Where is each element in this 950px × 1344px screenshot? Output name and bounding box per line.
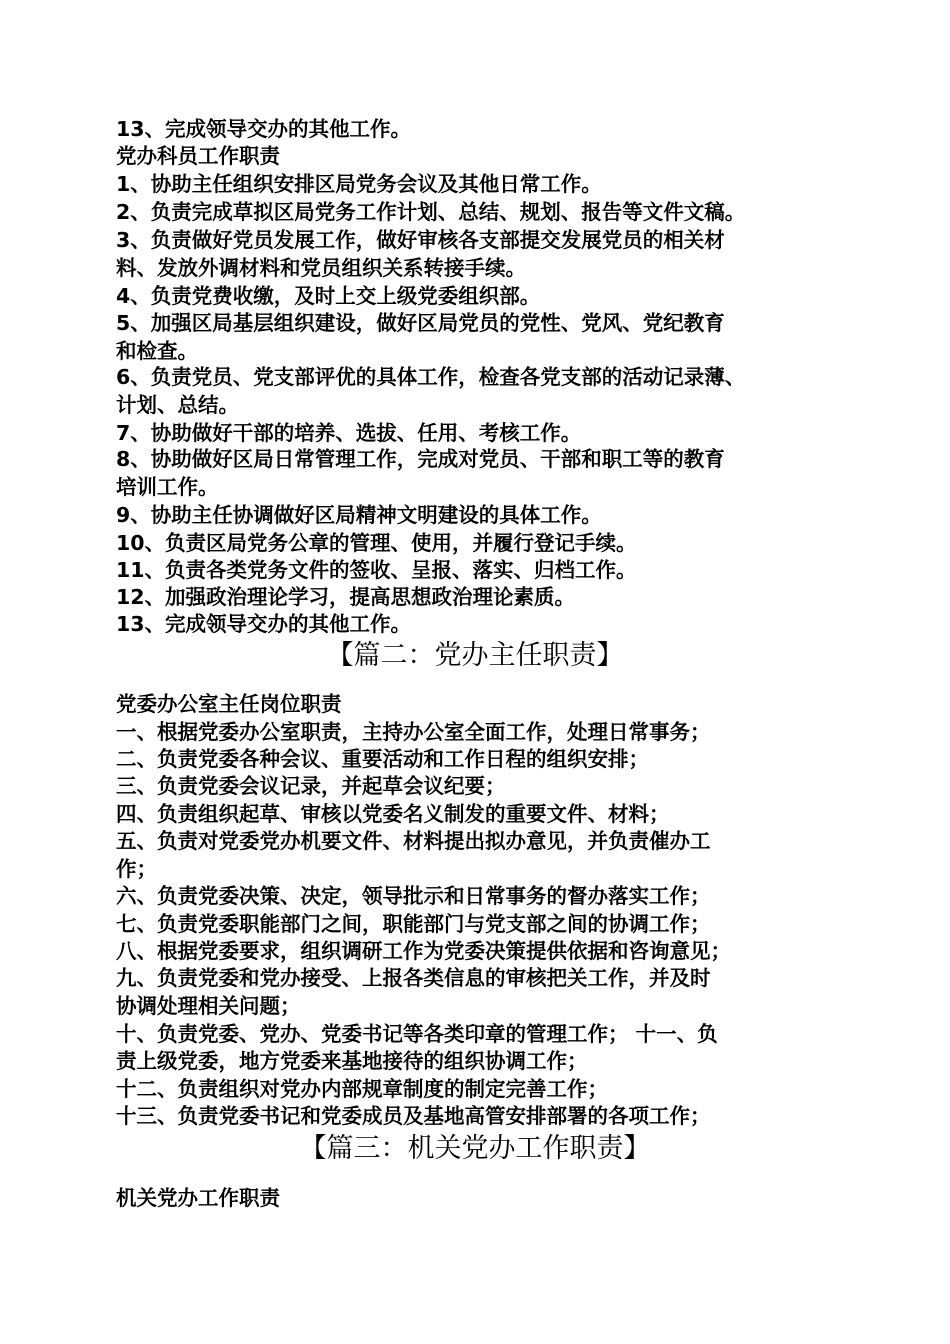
section-title: 党办科员工作职责	[116, 144, 280, 168]
text-line: 2、负责完成草拟区局党务工作计划、总结、规划、报告等文件文稿。	[116, 200, 746, 224]
text-line: 六、负责党委决策、决定，领导批示和日常事务的督办落实工作；	[116, 884, 711, 908]
text-line: 6、负责党员、党支部评优的具体工作，检查各党支部的活动记录薄、	[116, 365, 746, 389]
text-line: 13、完成领导交办的其他工作。	[116, 612, 412, 636]
text-line: 10、负责区局党务公章的管理、使用，并履行登记手续。	[116, 531, 637, 555]
text-line: 4、负责党费收缴，及时上交上级党委组织部。	[116, 284, 541, 308]
text-line: 料、发放外调材料和党员组织关系转接手续。	[116, 256, 526, 280]
text-line: 1、协助主任组织安排区局党务会议及其他日常工作。	[116, 172, 602, 196]
section-heading: 【篇三：机关党办工作职责】	[299, 1133, 651, 1164]
text-line: 7、协助做好干部的培养、选拔、任用、考核工作。	[116, 421, 582, 445]
text-line: 三、负责党委会议记录，并起草会议纪要；	[116, 774, 506, 798]
text-line: 3、负责做好党员发展工作，做好审核各支部提交发展党员的相关材	[116, 228, 725, 252]
text-line: 作；	[116, 857, 157, 881]
text-line: 协调处理相关问题；	[116, 994, 301, 1018]
text-line: 十二、负责组织对党办内部规章制度的制定完善工作；	[116, 1077, 608, 1101]
text-line: 二、负责党委各种会议、重要活动和工作日程的组织安排；	[116, 747, 649, 771]
text-line: 和检查。	[116, 339, 198, 363]
text-line: 计划、总结。	[116, 393, 239, 417]
text-line: 九、负责党委和党办接受、上报各类信息的审核把关工作，并及时	[116, 966, 711, 990]
text-line: 责上级党委，地方党委来基地接待的组织协调工作；	[116, 1049, 588, 1073]
text-line: 培训工作。	[116, 475, 219, 499]
text-line: 5、加强区局基层组织建设，做好区局党员的党性、党风、党纪教育	[116, 311, 725, 335]
text-line: 八、根据党委要求，组织调研工作为党委决策提供依据和咨询意见；	[116, 939, 731, 963]
text-line: 五、负责对党委党办机要文件、材料提出拟办意见，并负责催办工	[116, 829, 711, 853]
text-line: 8、协助做好区局日常管理工作，完成对党员、干部和职工等的教育	[116, 447, 725, 471]
text-line: 9、协助主任协调做好区局精神文明建设的具体工作。	[116, 503, 602, 527]
text-line: 四、负责组织起草、审核以党委名义制发的重要文件、材料；	[116, 802, 670, 826]
section-title: 党委办公室主任岗位职责	[116, 692, 342, 716]
text-line: 13、完成领导交办的其他工作。	[116, 117, 412, 141]
section-heading: 【篇二：党办主任职责】	[326, 640, 624, 671]
text-line: 一、根据党委办公室职责，主持办公室全面工作，处理日常事务；	[116, 720, 711, 744]
section-title: 机关党办工作职责	[116, 1186, 280, 1210]
text-line: 12、加强政治理论学习，提高思想政治理论素质。	[116, 585, 576, 609]
text-line: 七、负责党委职能部门之间，职能部门与党支部之间的协调工作；	[116, 912, 711, 936]
text-line: 11、负责各类党务文件的签收、呈报、落实、归档工作。	[116, 558, 637, 582]
text-line: 十三、负责党委书记和党委成员及基地高管安排部署的各项工作；	[116, 1104, 711, 1128]
text-line: 十、负责党委、党办、党委书记等各类印章的管理工作； 十一、负	[116, 1022, 718, 1046]
